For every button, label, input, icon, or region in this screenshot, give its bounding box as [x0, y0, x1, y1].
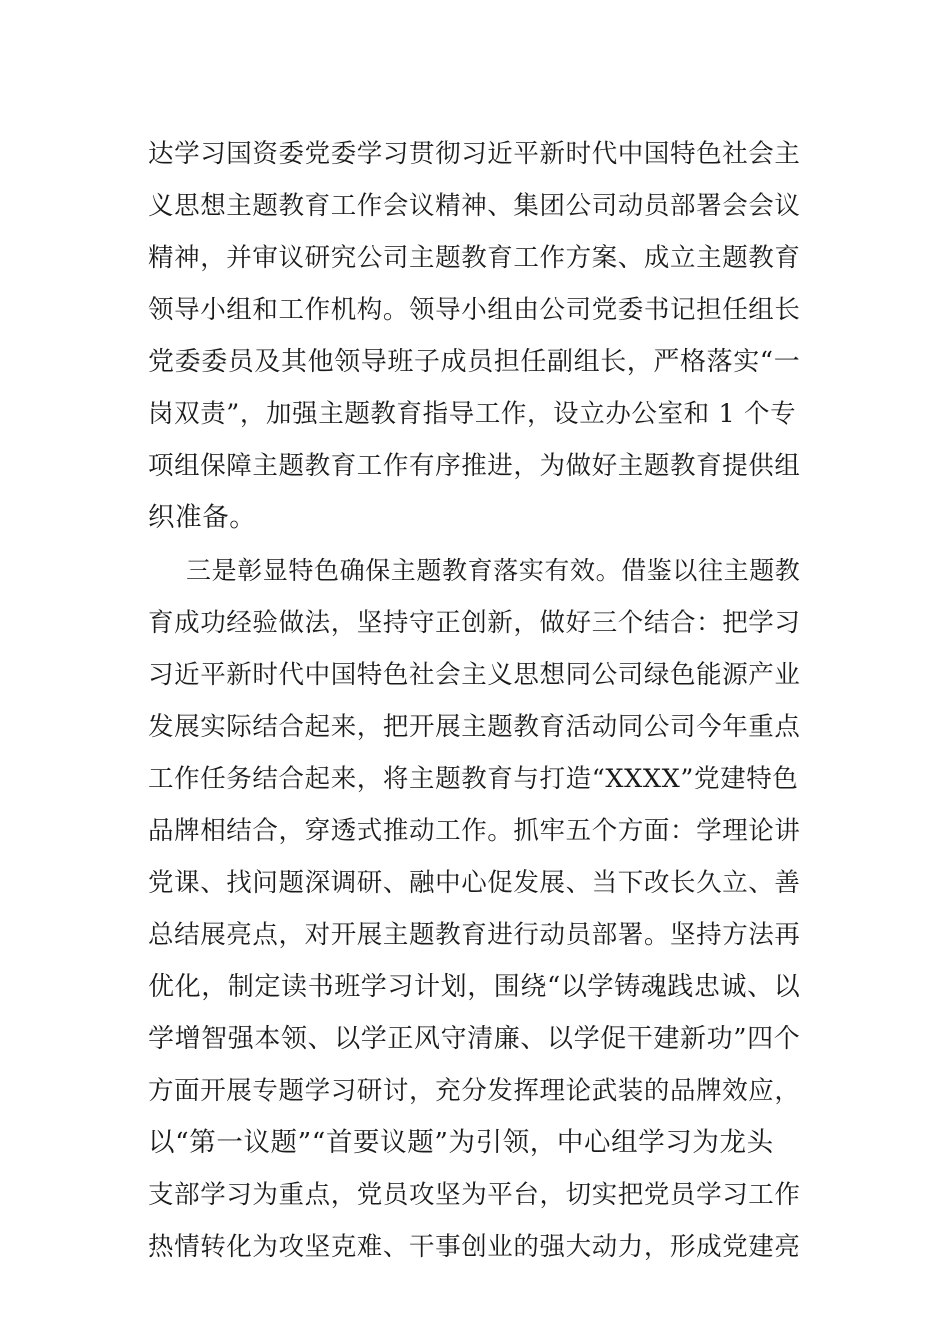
text-line: 以“第一议题”“首要议题”为引领，中心组学习为龙头: [148, 1127, 774, 1158]
text-line: 党课、找问题深调研、融中心促发展、当下改长久立、善: [148, 868, 801, 898]
text-line: 学增智强本领、以学正风守清廉、以学促干建新功”四个: [148, 1024, 801, 1054]
text-line: 精神，并审议研究公司主题教育工作方案、成立主题教育: [148, 243, 801, 273]
text-line: 发展实际结合起来，把开展主题教育活动同公司今年重点: [148, 712, 801, 742]
text-line: 义思想主题教育工作会议精神、集团公司动员部署会会议: [148, 191, 801, 221]
text-line: 工作任务结合起来，将主题教育与打造“XXXX”党建特色: [148, 764, 799, 794]
text-line: 领导小组和工作机构。领导小组由公司党委书记担任组长: [148, 295, 801, 325]
text-line: 支部学习为重点，党员攻坚为平台，切实把党员学习工作: [148, 1180, 801, 1210]
text-line: 项组保障主题教育工作有序推进，为做好主题教育提供组: [148, 451, 801, 481]
text-line: 品牌相结合，穿透式推动工作。抓牢五个方面：学理论讲: [148, 816, 801, 846]
text-line: 织准备。: [148, 502, 257, 533]
text-line: 方面开展专题学习研讨，充分发挥理论武装的品牌效应，: [148, 1076, 801, 1106]
text-line: 三是彰显特色确保主题教育落实有效。借鉴以往主题教: [186, 556, 801, 585]
text-line: 党委委员及其他领导班子成员担任副组长，严格落实“一: [148, 347, 801, 377]
text-line: 总结展亮点，对开展主题教育进行动员部署。坚持方法再: [148, 920, 801, 950]
text-line: 达学习国资委党委学习贯彻习近平新时代中国特色社会主: [148, 139, 801, 169]
text-line: 育成功经验做法，坚持守正创新，做好三个结合：把学习: [148, 608, 801, 638]
text-line: 习近平新时代中国特色社会主义思想同公司绿色能源产业: [148, 660, 801, 690]
text-line: 热情转化为攻坚克难、干事创业的强大动力，形成党建亮: [148, 1232, 801, 1262]
text-line: 岗双责”，加强主题教育指导工作，设立办公室和 1 个专: [148, 399, 797, 429]
text-line: 优化，制定读书班学习计划，围绕“以学铸魂践忠诚、以: [148, 972, 801, 1002]
